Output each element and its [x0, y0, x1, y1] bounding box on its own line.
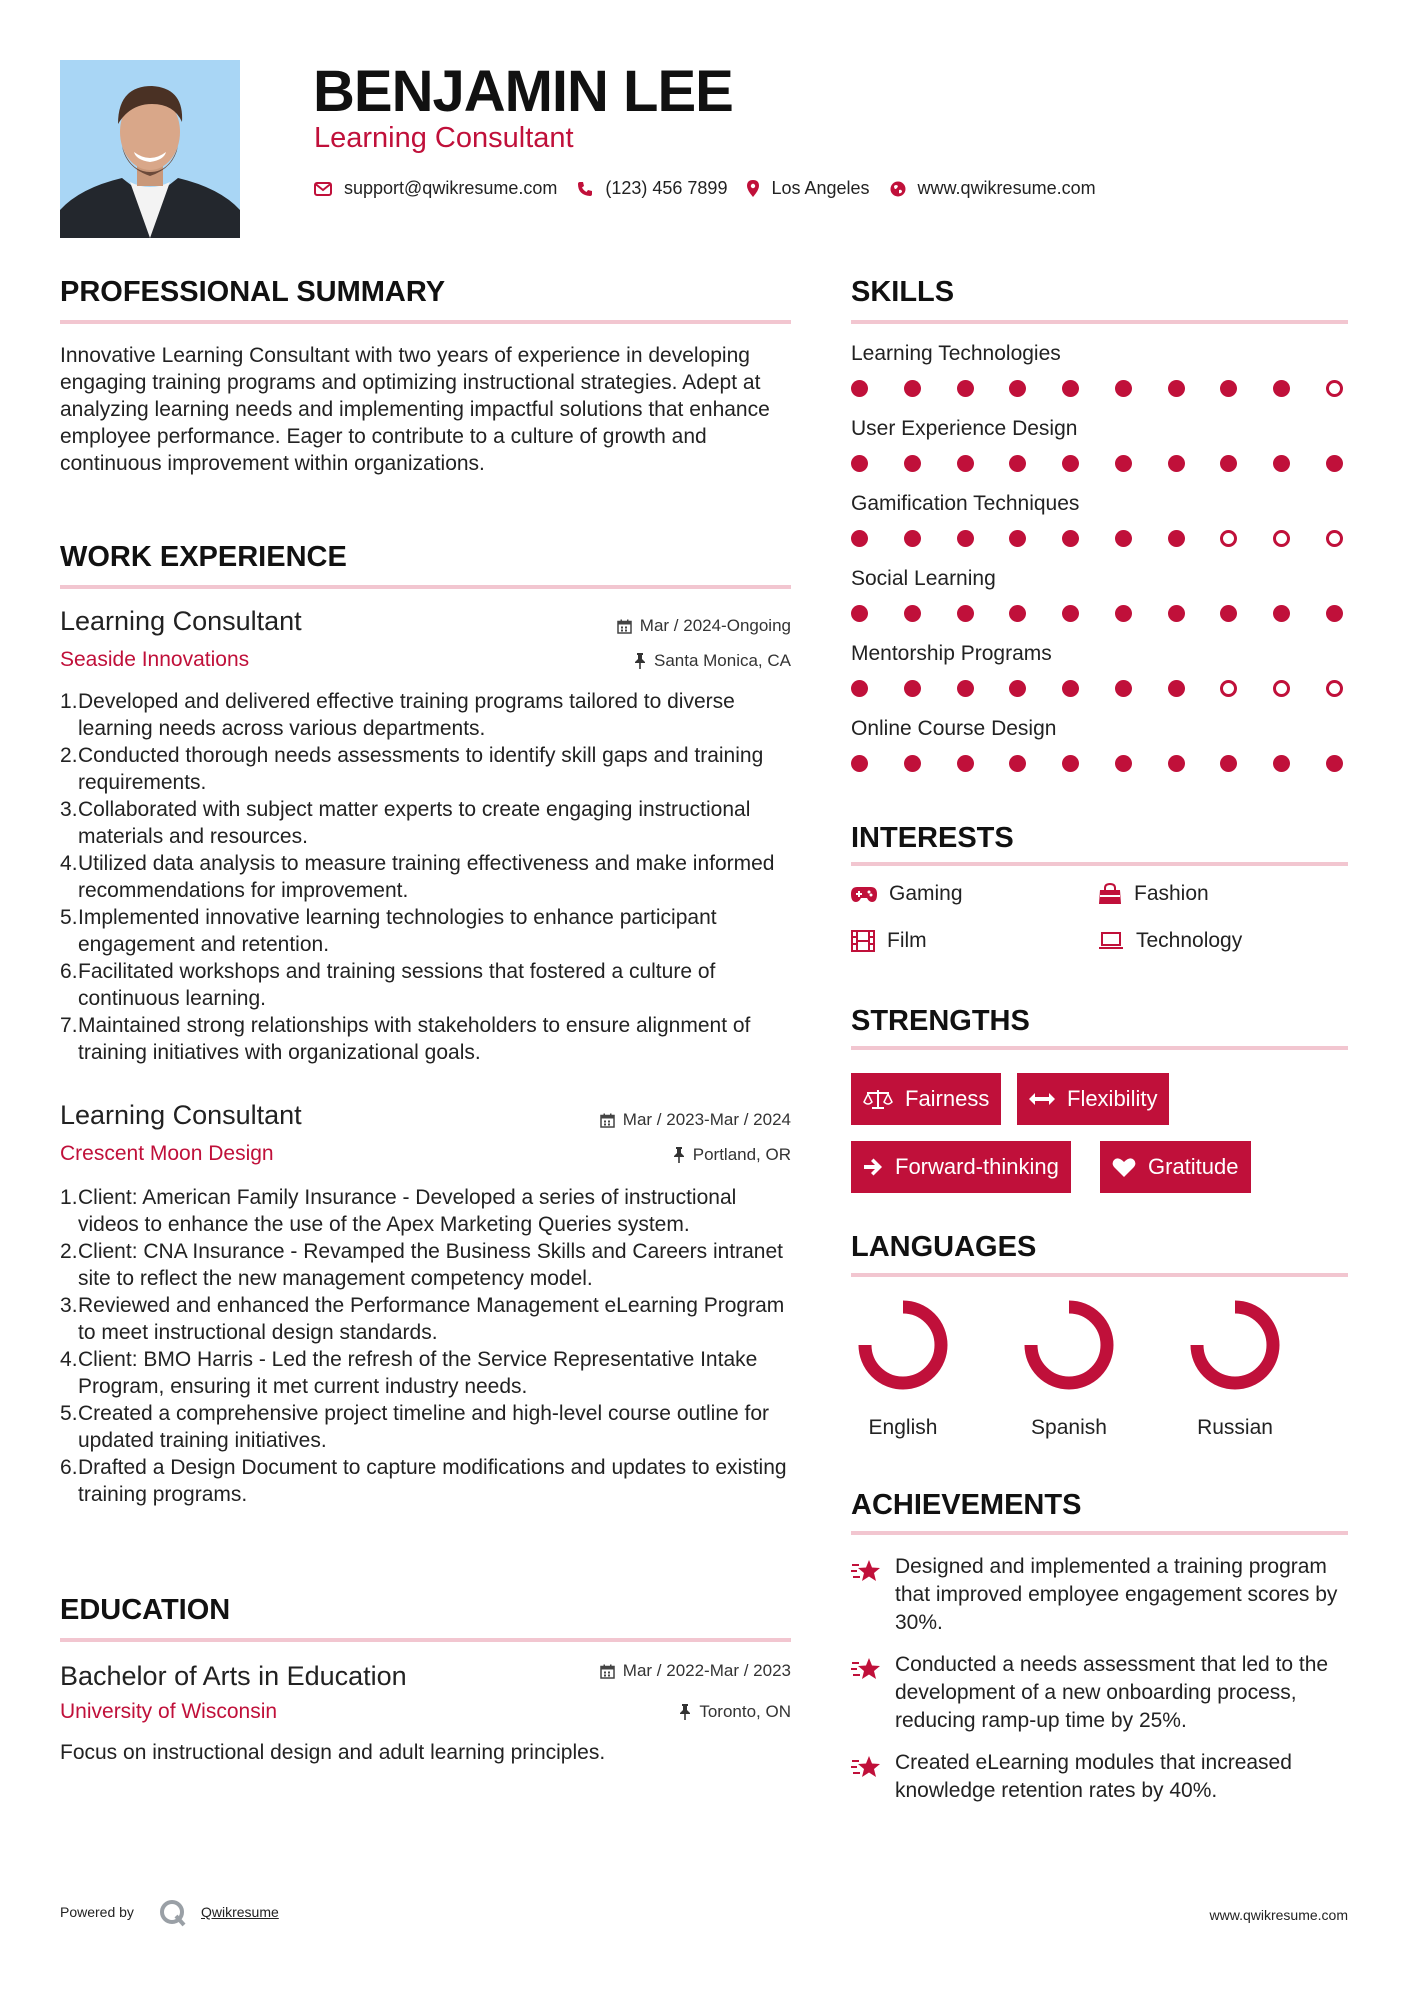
achievement-item	[851, 1749, 1348, 1805]
skills-heading: SKILLS	[851, 276, 955, 308]
language-item	[1183, 1295, 1303, 1440]
rating-dot-filled	[1273, 755, 1290, 772]
pushpin-icon	[673, 1147, 685, 1163]
phone-icon	[577, 181, 593, 197]
job-location-text: Portland, OR	[692, 1145, 791, 1164]
job-title: Learning Consultant	[60, 1100, 302, 1130]
rating-dot-filled	[1220, 605, 1237, 622]
language-name: Spanish	[1031, 1416, 1107, 1439]
achievement-text: Conducted a needs assessment that led to the development of a new onboarding process, reducing ramp-up time by 25%.	[895, 1653, 1329, 1732]
experience-heading: WORK EXPERIENCE	[60, 541, 347, 573]
film-icon	[851, 930, 875, 952]
rating-dot-filled	[851, 605, 868, 622]
candidate-role: Learning Consultant	[314, 122, 574, 154]
strength-chip	[851, 1141, 1071, 1193]
envelope-icon	[314, 182, 332, 196]
language-item	[851, 1295, 971, 1440]
gamepad-icon	[851, 885, 877, 903]
job-location-text: Santa Monica, CA	[653, 651, 791, 670]
achievement-text: Created eLearning modules that increased knowledge retention rates by 40%.	[895, 1751, 1292, 1802]
skill-name: Learning Technologies	[851, 342, 1061, 365]
achievement-item	[851, 1553, 1348, 1637]
interest-label: Fashion	[1134, 882, 1209, 905]
contact-website[interactable]	[890, 178, 1096, 199]
skills-divider	[851, 320, 1348, 324]
achievements-heading: ACHIEVEMENTS	[851, 1489, 1082, 1521]
skill-rating	[851, 530, 1343, 547]
rating-dot-filled	[1115, 680, 1132, 697]
contact-phone[interactable]	[577, 178, 727, 199]
rating-dot-filled	[1326, 605, 1343, 622]
rating-dot-filled	[904, 755, 921, 772]
rating-dot-filled	[1115, 380, 1132, 397]
education-dates	[500, 1661, 791, 1681]
qwikresume-logo-icon	[158, 1898, 188, 1928]
rating-dot-filled	[851, 455, 868, 472]
job-dates	[500, 616, 791, 636]
rating-dot-filled	[1168, 605, 1185, 622]
rating-dot-filled	[1009, 605, 1026, 622]
experience-divider	[60, 585, 791, 589]
job-company: Crescent Moon Design	[60, 1142, 274, 1165]
contact-location	[747, 178, 869, 199]
education-note: Focus on instructional design and adult learning principles.	[60, 1741, 606, 1764]
rating-dot-filled	[1115, 605, 1132, 622]
job-company: Seaside Innovations	[60, 648, 250, 671]
interest-label: Technology	[1136, 929, 1243, 952]
rating-dot-filled	[1220, 755, 1237, 772]
language-name: Russian	[1197, 1416, 1273, 1439]
achievement-item	[851, 1651, 1348, 1735]
rating-dot-filled	[1009, 455, 1026, 472]
list-item: Maintained strong relationships with stakeholders to ensure alignment of training initiatives with organizational goals.	[78, 1014, 751, 1064]
education-location-text: Toronto, ON	[699, 1702, 791, 1721]
education-location	[500, 1702, 791, 1722]
skill-name: Gamification Techniques	[851, 492, 1080, 515]
list-item: Collaborated with subject matter experts to create engaging instructional materials and resources.	[78, 798, 751, 848]
degree-title: Bachelor of Arts in Education	[60, 1661, 407, 1691]
rating-dot-filled	[1115, 455, 1132, 472]
candidate-name: BENJAMIN LEE	[313, 59, 733, 124]
pushpin-icon	[634, 653, 646, 669]
skill-name: Social Learning	[851, 567, 996, 590]
contact-website-text: www.qwikresume.com	[917, 178, 1096, 198]
education-divider	[60, 1638, 791, 1642]
balance-scale-icon	[863, 1088, 893, 1110]
skill-rating	[851, 605, 1343, 622]
rating-dot-filled	[904, 680, 921, 697]
rating-dot-filled	[1326, 455, 1343, 472]
strength-chip	[1017, 1073, 1169, 1125]
qwikresume-link[interactable]: Qwikresume	[201, 1904, 279, 1920]
job-bullet-list	[60, 688, 795, 1066]
list-item: Utilized data analysis to measure training effectiveness and make informed recommendations for improvement.	[78, 852, 775, 902]
interest-item	[1098, 929, 1242, 953]
calendar-icon	[617, 619, 632, 634]
skill-rating	[851, 755, 1343, 772]
calendar-icon	[600, 1113, 615, 1128]
pushpin-icon	[679, 1704, 691, 1720]
skill-rating	[851, 680, 1343, 697]
laptop-icon	[1098, 931, 1124, 951]
rating-dot-filled	[1009, 530, 1026, 547]
skill-name: Online Course Design	[851, 717, 1057, 740]
languages-heading: LANGUAGES	[851, 1231, 1037, 1263]
calendar-icon	[600, 1664, 615, 1679]
rating-dot-filled	[1062, 605, 1079, 622]
interests-heading: INTERESTS	[851, 822, 1014, 854]
list-item: Drafted a Design Document to capture modifications and updates to existing training programs.	[78, 1456, 787, 1506]
rating-dot-filled	[904, 605, 921, 622]
rating-dot-empty	[1326, 530, 1343, 547]
school-name: University of Wisconsin	[60, 1700, 278, 1723]
shopping-bag-icon	[1098, 883, 1122, 905]
rating-dot-empty	[1326, 380, 1343, 397]
rating-dot-empty	[1273, 530, 1290, 547]
powered-by-label: Powered by	[60, 1904, 134, 1920]
trophy-star-icon	[851, 1559, 883, 1583]
rating-dot-filled	[957, 455, 974, 472]
arrow-right-icon	[863, 1157, 883, 1177]
rating-dot-empty	[1220, 530, 1237, 547]
job-dates-text: Mar / 2023-Mar / 2024	[622, 1110, 791, 1129]
job-dates	[500, 1110, 791, 1130]
language-ring-arc	[1031, 1307, 1107, 1383]
job-bullets	[60, 688, 795, 1066]
language-ring-arc	[1197, 1307, 1273, 1383]
rating-dot-filled	[1009, 755, 1026, 772]
skill-row	[851, 717, 1348, 792]
strength-chip	[1100, 1141, 1251, 1193]
rating-dot-filled	[1009, 680, 1026, 697]
job-location	[500, 651, 791, 671]
trophy-star-icon	[851, 1657, 883, 1681]
skill-row	[851, 342, 1348, 417]
rating-dot-filled	[957, 680, 974, 697]
rating-dot-filled	[851, 530, 868, 547]
list-item: Developed and delivered effective training programs tailored to diverse learning needs across various departments.	[78, 690, 735, 740]
interest-item	[851, 929, 927, 953]
education-heading: EDUCATION	[60, 1594, 231, 1626]
footer-website[interactable]: www.qwikresume.com	[1209, 1907, 1348, 1923]
skill-row	[851, 492, 1348, 567]
rating-dot-filled	[1326, 755, 1343, 772]
rating-dot-filled	[1273, 455, 1290, 472]
job-dates-text: Mar / 2024-Ongoing	[639, 616, 791, 635]
contact-email[interactable]	[314, 178, 557, 199]
rating-dot-filled	[957, 530, 974, 547]
rating-dot-filled	[1062, 380, 1079, 397]
language-proficiency-ring	[1017, 1295, 1137, 1395]
language-proficiency-ring	[851, 1295, 971, 1395]
trophy-star-icon	[851, 1755, 883, 1779]
globe-icon	[890, 181, 906, 197]
strength-chip	[851, 1073, 1001, 1125]
language-name: English	[868, 1416, 938, 1439]
skill-row	[851, 642, 1348, 717]
profile-photo	[60, 60, 240, 238]
strengths-heading: STRENGTHS	[851, 1005, 1030, 1037]
job-title: Learning Consultant	[60, 606, 302, 636]
rating-dot-filled	[1220, 455, 1237, 472]
rating-dot-filled	[904, 455, 921, 472]
rating-dot-filled	[1273, 380, 1290, 397]
rating-dot-filled	[1062, 530, 1079, 547]
language-item	[1017, 1295, 1137, 1440]
education-dates-text: Mar / 2022-Mar / 2023	[622, 1661, 791, 1680]
rating-dot-filled	[957, 380, 974, 397]
rating-dot-filled	[904, 530, 921, 547]
skill-row	[851, 567, 1348, 642]
contact-phone-text: (123) 456 7899	[605, 178, 728, 198]
rating-dot-filled	[957, 755, 974, 772]
achievement-text: Designed and implemented a training program that improved employee engagement scores by 30%.	[895, 1555, 1338, 1634]
job-bullet-list	[60, 1184, 795, 1508]
rating-dot-filled	[1168, 455, 1185, 472]
rating-dot-filled	[851, 755, 868, 772]
summary-divider	[60, 320, 791, 324]
rating-dot-filled	[1062, 680, 1079, 697]
interest-item	[851, 882, 963, 906]
language-proficiency-ring	[1183, 1295, 1303, 1395]
rating-dot-filled	[1062, 755, 1079, 772]
list-item: Conducted thorough needs assessments to identify skill gaps and training requirements.	[78, 744, 764, 794]
interest-label: Gaming	[889, 882, 963, 905]
rating-dot-empty	[1273, 680, 1290, 697]
achievements-divider	[851, 1531, 1348, 1535]
person-photo-icon	[60, 60, 240, 238]
list-item: Facilitated workshops and training sessions that fostered a culture of continuous learning.	[78, 960, 716, 1010]
interest-label: Film	[887, 929, 927, 952]
map-marker-icon	[747, 180, 759, 197]
rating-dot-filled	[1115, 530, 1132, 547]
rating-dot-filled	[851, 380, 868, 397]
language-ring-arc	[865, 1307, 941, 1383]
list-item: Implemented innovative learning technologies to enhance participant engagement and retention.	[78, 906, 717, 956]
strength-label: Gratitude	[1148, 1154, 1239, 1179]
job-bullets	[60, 1184, 795, 1508]
rating-dot-filled	[957, 605, 974, 622]
strengths-divider	[851, 1046, 1348, 1050]
skill-name: User Experience Design	[851, 417, 1078, 440]
rating-dot-filled	[1009, 380, 1026, 397]
rating-dot-empty	[1220, 680, 1237, 697]
arrows-horizontal-icon	[1029, 1092, 1055, 1106]
contact-email-text: support@qwikresume.com	[344, 178, 558, 198]
rating-dot-filled	[1168, 755, 1185, 772]
rating-dot-filled	[1168, 680, 1185, 697]
skill-rating	[851, 455, 1343, 472]
list-item: Client: CNA Insurance - Revamped the Business Skills and Careers intranet site to reflect the new management competency model.	[78, 1240, 783, 1290]
rating-dot-filled	[1115, 755, 1132, 772]
skill-name: Mentorship Programs	[851, 642, 1052, 665]
interest-item	[1098, 882, 1209, 906]
strength-label: Fairness	[905, 1086, 990, 1111]
list-item: Reviewed and enhanced the Performance Management eLearning Program to meet instructional design standards.	[78, 1294, 785, 1344]
strength-label: Flexibility	[1067, 1086, 1158, 1111]
heart-icon	[1112, 1157, 1136, 1178]
summary-heading: PROFESSIONAL SUMMARY	[60, 276, 446, 308]
contact-bar	[314, 178, 1116, 199]
list-item: Created a comprehensive project timeline and high-level course outline for updated training initiatives.	[78, 1402, 770, 1452]
rating-dot-filled	[1062, 455, 1079, 472]
summary-text: Innovative Learning Consultant with two years of experience in developing engaging training programs and optimizing instructional strategies. Adept at analyzing learning needs and implementing impactful solutions that enhance employee performance. Eager to contribute to a culture of growth and continuous improvement within organizations.	[60, 344, 770, 475]
rating-dot-filled	[904, 380, 921, 397]
job-location	[500, 1145, 791, 1165]
skill-rating	[851, 380, 1343, 397]
contact-location-text: Los Angeles	[771, 178, 870, 198]
list-item: Client: BMO Harris - Led the refresh of the Service Representative Intake Program, ensuring it met current industry needs.	[78, 1348, 758, 1398]
rating-dot-filled	[1168, 530, 1185, 547]
languages-row	[851, 1295, 1348, 1445]
rating-dot-filled	[1220, 380, 1237, 397]
skill-row	[851, 417, 1348, 492]
list-item: Client: American Family Insurance - Developed a series of instructional videos to enhance the use of the Apex Marketing Queries system.	[78, 1186, 737, 1236]
skills-list	[851, 342, 1348, 792]
interests-divider	[851, 862, 1348, 866]
rating-dot-filled	[1168, 380, 1185, 397]
rating-dot-empty	[1326, 680, 1343, 697]
strength-label: Forward-thinking	[895, 1154, 1059, 1179]
languages-divider	[851, 1273, 1348, 1277]
rating-dot-filled	[851, 680, 868, 697]
rating-dot-filled	[1273, 605, 1290, 622]
